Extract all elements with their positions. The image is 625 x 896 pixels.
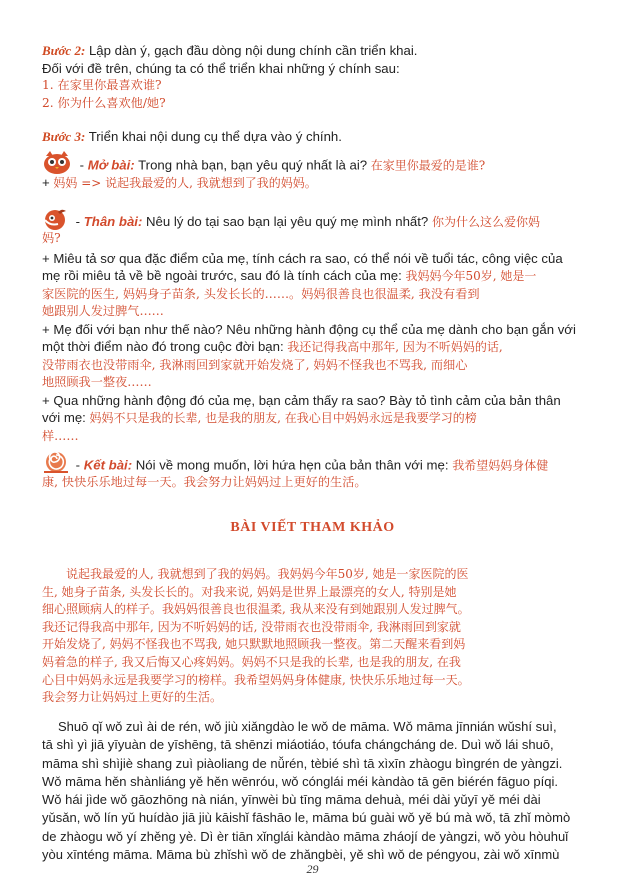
than-bai-p1-vn-b: mẹ rồi miêu tả về bề ngoài trước, sau đó là tính cách của mẹ: — [42, 268, 406, 283]
mo-bai-text: Trong nhà bạn, bạn yêu quý nhất là ai? — [134, 157, 371, 173]
essay-line: 我还记得我高中那年, 因为不听妈妈的话, 没带雨衣也没带雨伞, 我淋雨回到家就 — [42, 619, 461, 634]
mo-bai-line2-cn: 妈妈 => 说起我最爱的人, 我就想到了我的妈妈。 — [53, 176, 317, 190]
than-bai-p2-vn-a: + Mẹ đối với bạn như thế nào? Nêu những hành động cụ thể của mẹ dành cho bạn gắn với — [42, 321, 576, 337]
than-bai-p2-vn-b: một thời điểm nào đó trong cuộc đời bạn: — [42, 339, 288, 354]
step2-line2: Đối với đề trên, chúng ta có thể triển khai những ý chính sau: — [42, 60, 400, 76]
pinyin-line: yòu xīnténg māma. Māma bù zhǐshì wǒ de zhǎngbèi, yě shì wǒ de péngyou, zài wǒ xīnmù — [42, 847, 560, 863]
pinyin-line: Wǒ māma hěn shànliáng yě hěn wēnróu, wǒ cónglái méi kàndào tā gēn biérén fāguo píqi. — [42, 773, 558, 789]
essay-line: 细心照顾病人的样子。我妈妈很善良也很温柔, 我从来没有到她跟别人发过脾气。 — [42, 602, 470, 617]
mo-bai-section — [42, 150, 582, 193]
pinyin-line: tā shì yì jiā yīyuàn de yīshēng, tā shēnzi miáotiáo, tóufa chángcháng de. Duì wǒ lái shuō, — [42, 737, 554, 753]
step3-text: Triển khai nội dung cụ thể dựa vào ý chính. — [85, 129, 342, 144]
essay-line: 生, 她身子苗条, 头发长长的。对我来说, 妈妈是世界上最漂亮的女人, 特别是她 — [42, 584, 457, 599]
than-bai-p1-cn-c: 家医院的医生, 妈妈身子苗条, 头发长长的……。妈妈很善良也很温柔, 我没有看到 — [42, 286, 480, 301]
than-bai-p1-cn-b: 我妈妈今年50岁, 她是一 — [405, 269, 537, 283]
ket-bai-cn-b: 康, 快快乐乐地过每一天。我会努力让妈妈过上更好的生活。 — [42, 475, 367, 489]
step2-text: Lập dàn ý, gạch đầu dòng nội dung chính cần triển khai. — [85, 43, 418, 58]
than-bai-p3-vn-b: với mẹ: — [42, 410, 90, 425]
than-bai-p2-cn-c: 没带雨衣也没带雨伞, 我淋雨回到家就开始发烧了, 妈妈不怪我也不骂我, 而细心 — [42, 357, 468, 372]
pinyin-line: yǔsǎn, wǒ lín yǔ huídào jiā jiù kāishǐ fāshāo le, māma bú guài wǒ yě bú mà wǒ, tā zhǐ mòmò — [42, 810, 571, 826]
than-bai-p3-cn-b: 妈妈不只是我的长辈, 也是我的朋友, 在我心目中妈妈永远是我要学习的榜 — [89, 411, 477, 425]
ket-bai-label: Kết bài: — [83, 457, 133, 473]
step3-label: Bước 3: — [42, 129, 86, 144]
than-bai-section — [42, 208, 582, 445]
than-bai-label: Thân bài: — [83, 213, 143, 229]
mo-bai-label: Mở bài: — [87, 157, 135, 173]
than-bai-p2-cn-d: 地照顾我一整夜…… — [42, 375, 152, 389]
than-bai-p1-cn-d: 她跟别人发过脾气…… — [42, 304, 164, 318]
than-bai-prefix: - — [72, 213, 84, 229]
essay-chinese — [42, 566, 582, 707]
than-bai-p3-vn-a: + Qua những hành động đó của mẹ, bạn cảm thấy ra sao? Bày tỏ tình cảm của bản thân — [42, 392, 561, 408]
page-number: 29 — [306, 862, 319, 876]
pinyin-line: de zhàogu wǒ yí zhěng yè. Dì èr tiān xǐnglái kàndào māma zháojí de yàngzi, wǒ yòu hòuhuǐ — [42, 828, 569, 844]
ket-bai-section — [42, 450, 582, 492]
essay-line: 说起我最爱的人, 我就想到了我的妈妈。我妈妈今年50岁, 她是一家医院的医 — [66, 567, 469, 581]
mo-bai-cn: 在家里你最爱的是谁? — [370, 158, 486, 173]
ket-bai-cn-a: 我希望妈妈身体健 — [452, 458, 549, 473]
step2-question-2: 2. 你为什么喜欢他/她? — [42, 95, 166, 110]
essay-line: 我会努力让妈妈过上更好的生活。 — [42, 690, 223, 705]
essay-pinyin — [42, 718, 587, 864]
ket-bai-prefix: - — [72, 457, 84, 473]
than-bai-cn-b: 妈? — [42, 231, 61, 245]
pinyin-line: Wǒ hái jìde wǒ gāozhōng nà nián, yīnwèi bù tīng māma dehuà, méi dài yǔyī yě méi dài — [42, 792, 541, 808]
than-bai-cn-a: 你为什么这么爱你妈 — [431, 214, 540, 229]
reference-title: BÀI VIẾT THAM KHẢO — [230, 520, 395, 535]
step3-section — [42, 128, 582, 146]
essay-line: 妈着急的样子, 我又后悔又心疼妈妈。妈妈不只是我的长辈, 也是我的朋友, 在我 — [42, 654, 461, 669]
ket-bai-text: Nói về mong muốn, lời hứa hẹn của bản thân với mẹ: — [132, 457, 453, 473]
essay-line: 开始发烧了, 妈妈不怪我也不骂我, 她只默默地照顾我一整夜。第二天醒来看到妈 — [42, 637, 466, 652]
mo-bai-line2-prefix: + — [42, 175, 54, 190]
step2-question-1: 1. 在家里你最喜欢谁? — [42, 78, 162, 92]
than-bai-p2-cn-b: 我还记得我高中那年, 因为不听妈妈的话, — [287, 340, 503, 354]
step2-label: Bước 2: — [42, 43, 86, 58]
pinyin-line: māma shì shìjiè shang zuì piàoliang de nǚrén, tèbié shì tā xìxīn zhàogu bìngrén de yàngzi. — [42, 755, 563, 771]
mo-bai-prefix: - — [76, 157, 88, 173]
step2-section — [42, 42, 582, 112]
pinyin-line: Shuō qǐ wǒ zuì ài de rén, wǒ jiù xiǎngdào le wǒ de māma. Wǒ māma jīnnián wǔshí suì, — [58, 719, 557, 734]
than-bai-text: Nêu lý do tại sao bạn lại yêu quý mẹ mình nhất? — [142, 213, 432, 229]
essay-line: 心目中妈妈永远是我要学习的榜样。我希望妈妈身体健康, 快快乐乐地过每一天。 — [42, 672, 470, 687]
than-bai-p3-cn-c: 样…… — [42, 428, 79, 443]
than-bai-p1-vn-a: + Miêu tả sơ qua đặc điểm của mẹ, tính cách ra sao, có thể nói về tuổi tác, công việc của — [42, 250, 563, 266]
